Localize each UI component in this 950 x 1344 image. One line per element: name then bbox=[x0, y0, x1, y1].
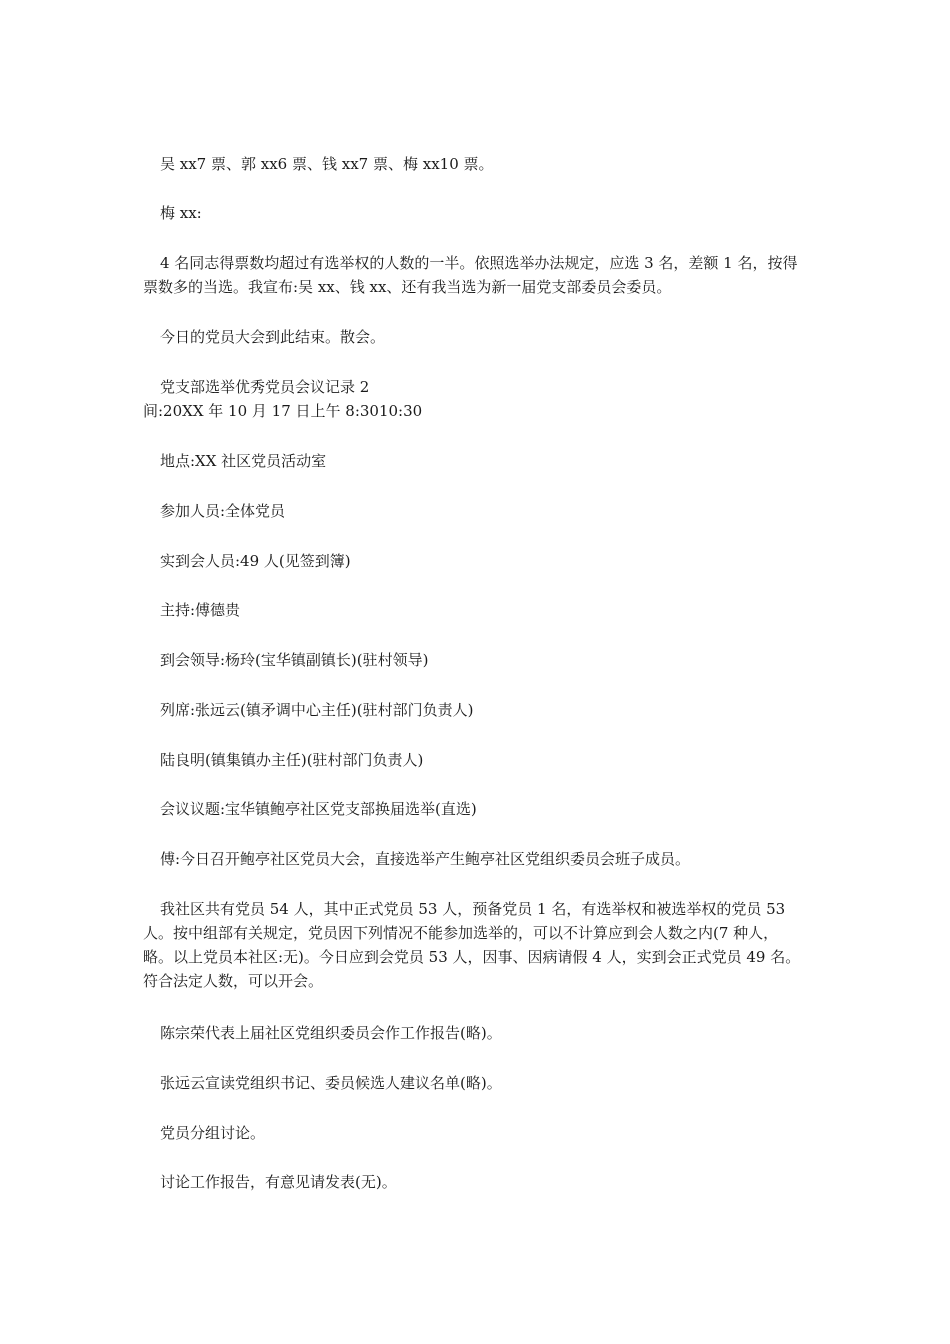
candidate-list-paragraph: 张远云宣读党组织书记、委员候选人建议名单(略)。 bbox=[160, 1074, 502, 1092]
attendance-line: 实到会人员:49 人(见签到簿) bbox=[160, 552, 351, 570]
speaker-mei-paragraph: 梅 xx: bbox=[160, 204, 202, 222]
meeting-time-line: 间:20XX 年 10 月 17 日上午 8:3010:30 bbox=[143, 402, 423, 420]
observer-line-2: 陆良明(镇集镇办主任)(驻村部门负责人) bbox=[160, 751, 424, 769]
host-line: 主持:傅德贵 bbox=[160, 601, 241, 619]
meeting-close-paragraph: 今日的党员大会到此结束。散会。 bbox=[160, 328, 386, 346]
membership-count-paragraph: 我社区共有党员 54 人，其中正式党员 53 人，预备党员 1 名，有选举权和被选举权的党员 53 人。按中组部有关规定，党员因下列情况不能参加选举的，可以不计算应到会人数之内(7 种人，略。以上党员本社区:无)。今日应到会党员 53 人，因事、因病请假 4 人，实到会正式党员 49 名。符合法定人数，可以开会。 bbox=[143, 900, 801, 990]
observer-line-1: 列席:张远云(镇矛调中心主任)(驻村部门负责人) bbox=[160, 701, 474, 719]
group-discussion-paragraph: 党员分组讨论。 bbox=[160, 1124, 266, 1142]
leader-line: 到会领导:杨玲(宝华镇副镇长)(驻村领导) bbox=[160, 651, 429, 669]
vote-tally-paragraph: 吴 xx7 票、郭 xx6 票、钱 xx7 票、梅 xx10 票。 bbox=[160, 155, 494, 173]
work-report-paragraph: 陈宗荣代表上届社区党组织委员会作工作报告(略)。 bbox=[160, 1024, 502, 1042]
election-result-paragraph: 4 名同志得票数均超过有选举权的人数的一半。依照选举办法规定，应选 3 名，差额 1 名，按得票数多的当选。我宣布:吴 xx、钱 xx、还有我当选为新一届党支部委员会委员。 bbox=[143, 254, 798, 296]
meeting-location-line: 地点:XX 社区党员活动室 bbox=[160, 452, 327, 470]
discussion-feedback-paragraph: 讨论工作报告，有意见请发表(无)。 bbox=[160, 1173, 397, 1191]
record-title: 党支部选举优秀党员会议记录 2 bbox=[160, 378, 370, 396]
agenda-line: 会议议题:宝华镇鲍亭社区党支部换届选举(直选) bbox=[160, 800, 477, 818]
opening-statement-paragraph: 傅:今日召开鲍亭社区党员大会，直接选举产生鲍亭社区党组织委员会班子成员。 bbox=[160, 850, 691, 868]
participants-line: 参加人员:全体党员 bbox=[160, 502, 286, 520]
